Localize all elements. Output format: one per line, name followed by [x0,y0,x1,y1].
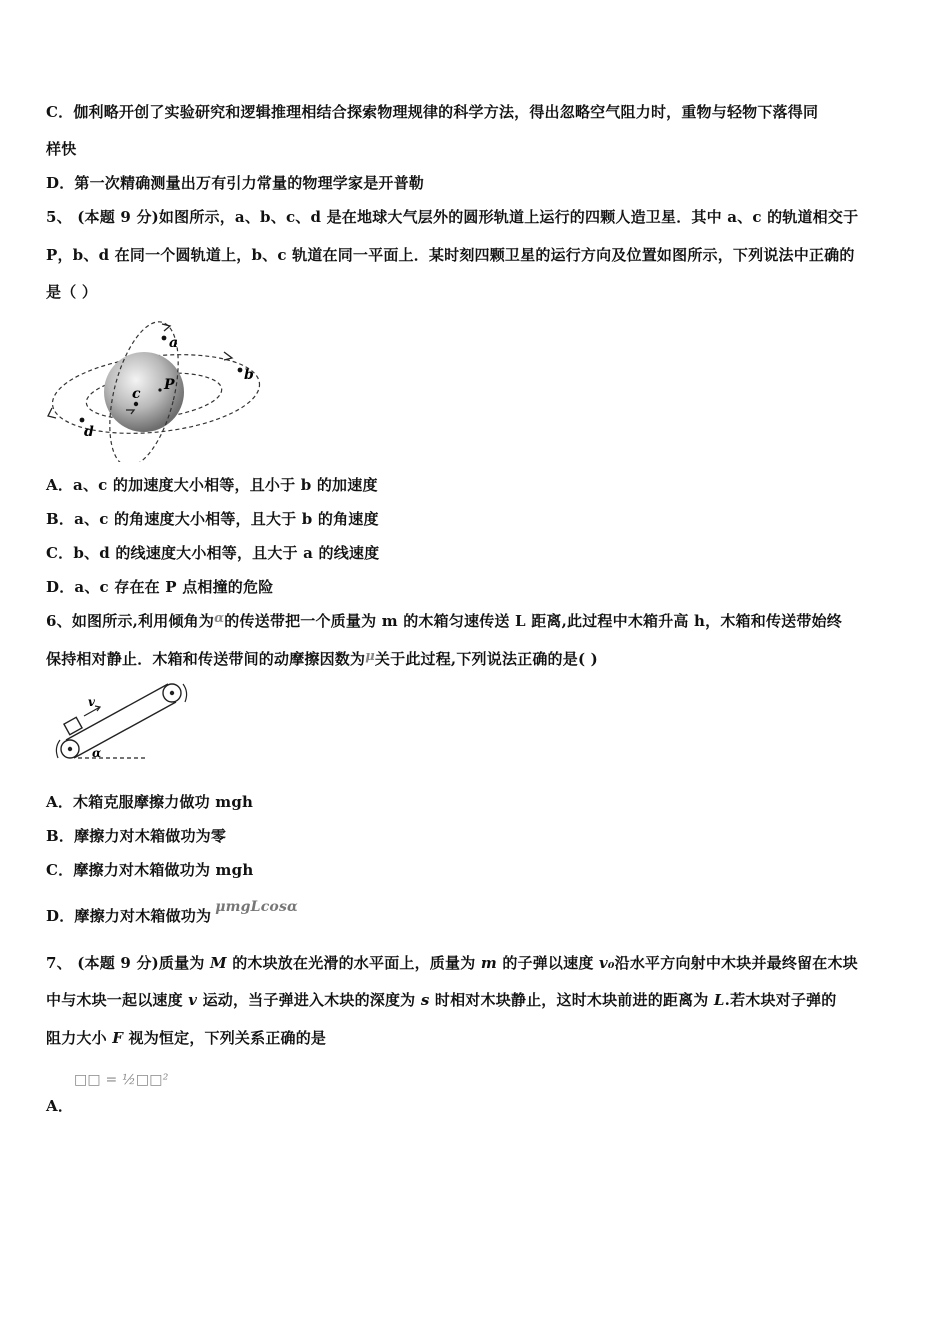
q7-text: 的子弹以速度 [496,954,599,972]
q5-option-a: A．a、c 的加速度大小相等，且小于 b 的加速度 [46,476,378,494]
q7-text: 沿水平方向射中木块并最终留在木块 [614,954,858,972]
q5-stem-line2: P，b、d 在同一个圆轨道上，b、c 轨道在同一平面上．某时刻四颗卫星的运行方向及位置如图所示，下列说法中正确的 [46,246,855,264]
q7-text: 的木块放在光滑的水平面上，质量为 [226,954,481,972]
q7-stem-line2 [46,990,837,1010]
label-p: P [164,377,175,393]
q6-option-d-formula: μmgLcosα [215,899,299,915]
q7-stem-line3 [46,1028,326,1048]
q5-stem-line3: 是（ ） [46,283,98,301]
q7-text: 7、 (本题 9 分)质量为 [46,954,210,972]
q7-text: 时相对木块静止，这时木块前进的距离为 [429,991,714,1009]
var-s: s [420,991,430,1009]
mu-symbol: μ [365,649,375,664]
q6-option-c: C．摩擦力对木箱做功为 mgh [46,861,254,879]
q6-stem-line2-part2: 关于此过程,下列说法正确的是( ) [374,650,598,668]
direction-arrow-d [48,408,56,418]
belt-bottom [74,702,176,758]
direction-arrow-a [162,324,170,331]
q4-option-d: D．第一次精确测量出万有引力常量的物理学家是开普勒 [46,174,425,192]
label-c: c [132,386,141,402]
q7-text: 阻力大小 [46,1029,113,1047]
rotation-arrow-upper [183,684,187,702]
label-b: b [244,367,254,383]
lower-pulley-axle [68,747,72,751]
q5-option-b: B．a、c 的角速度大小相等，且大于 b 的角速度 [46,510,379,528]
conveyor-belt-figure [48,678,194,770]
q6-option-b: B．摩擦力对木箱做功为零 [46,827,227,845]
q7-option-a-label: A． [46,1097,74,1115]
q5-option-c: C．b、d 的线速度大小相等，且大于 a 的线速度 [46,544,380,562]
satellite-c [134,402,138,406]
var-v0: v₀ [598,954,615,972]
q6-option-d [46,899,299,927]
q7-text: 视为恒定，下列关系正确的是 [123,1029,327,1047]
var-L: L [713,991,725,1009]
upper-pulley-axle [170,691,174,695]
satellite-a [162,336,167,341]
label-alpha: α [92,746,102,760]
var-m: m [480,954,497,972]
q4-option-c-line2: 样快 [46,140,77,158]
q5-option-d: D．a、c 存在在 P 点相撞的危险 [46,578,274,596]
label-v: v [88,695,95,709]
label-a: a [169,335,179,351]
satellite-b [238,368,243,373]
alpha-symbol: α [214,611,225,626]
q7-text: 中与木块一起以速度 [46,991,189,1009]
var-M: M [209,954,227,972]
q4-option-c-line1: C．伽利略开创了实验研究和逻辑推理相结合探索物理规律的科学方法，得出忽略空气阻力时，重物与轻物下落得同 [46,103,819,121]
belt-top [66,684,168,740]
direction-arrow-b [224,352,232,360]
q5-stem-line1: 5、 (本题 9 分)如图所示，a、b、c、d 是在地球大气层外的圆形轨道上运行的四颗人造卫星．其中 a、c 的轨道相交于 [46,208,859,226]
q6-stem-line2-part1: 保持相对静止．木箱和传送带间的动摩擦因数为 [46,650,366,668]
q7-option-a-formula: □□ = ½□□² [74,1072,169,1088]
q6-option-a: A．木箱克服摩擦力做功 mgh [46,793,254,811]
var-v: v [188,991,198,1009]
satellite-d [80,418,85,423]
point-p [158,388,161,391]
q7-text: .若木块对子弹的 [724,991,837,1009]
label-d: d [84,424,94,440]
var-F: F [112,1029,124,1047]
q6-stem-line1 [46,611,842,633]
q6-option-d-text: D．摩擦力对木箱做功为 [46,907,212,925]
q6-stem-line1-part1: 6、如图所示,利用倾角为 [46,612,215,630]
q6-stem-line2 [46,649,598,671]
q7-stem-line1 [46,953,858,973]
q7-text: 运动，当子弹进入木块的深度为 [197,991,421,1009]
rotation-arrow-lower [56,740,60,758]
satellite-orbit-figure [44,312,266,462]
q6-stem-line1-part2: 的传送带把一个质量为 m 的木箱匀速传送 L 距离,此过程中木箱升高 h，木箱和传送带始终 [224,612,842,630]
